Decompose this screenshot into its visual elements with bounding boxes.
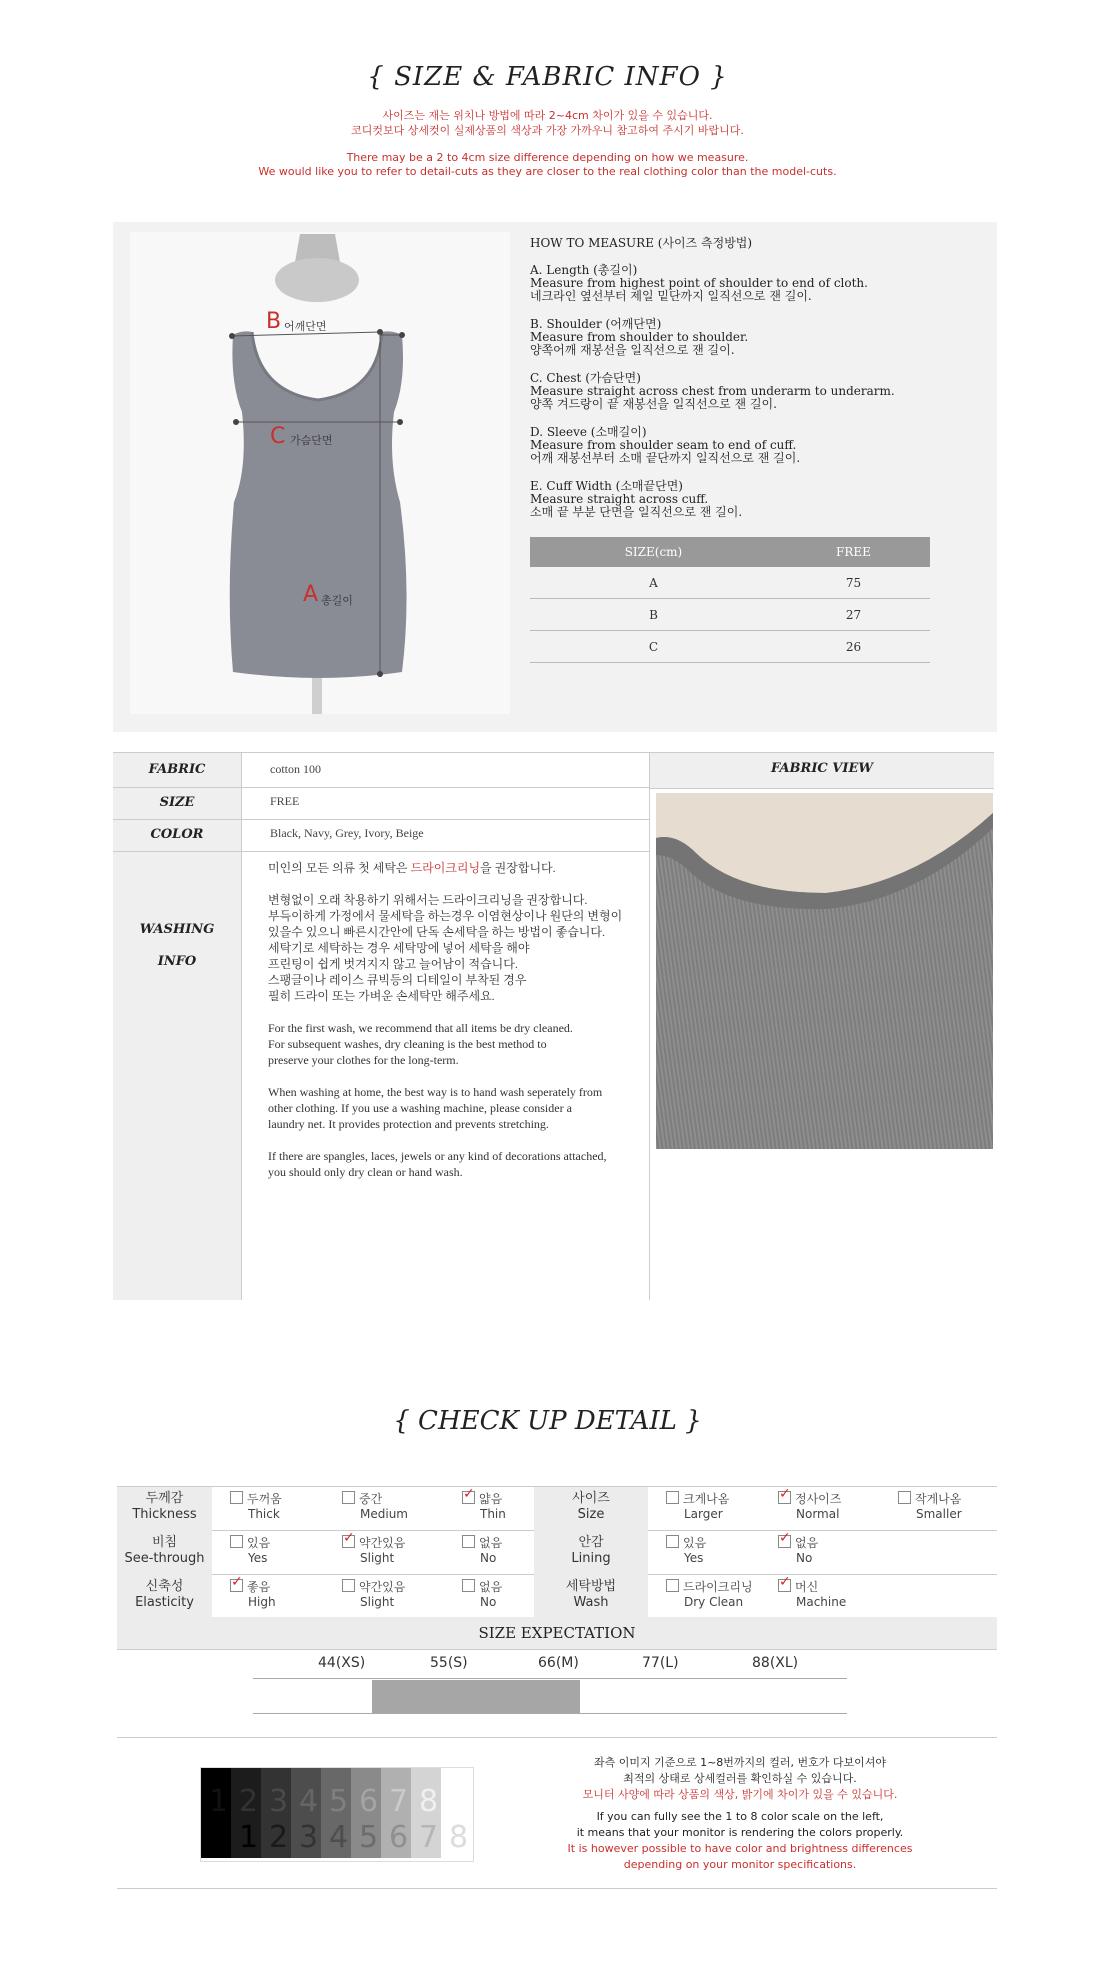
- checkbox-checked[interactable]: [342, 1535, 355, 1548]
- monitor-ko-3: 모니터 사양에 따라 상품의 색상, 밝기에 차이가 있을 수 있습니다.: [582, 1788, 898, 1801]
- monitor-en-4: depending on your monitor specifications.: [623, 1858, 857, 1871]
- measure-item-title: C. Chest (가슴단면): [530, 371, 641, 385]
- monitor-en-1: If you can fully see the 1 to 8 color scale on the left,: [596, 1810, 884, 1823]
- wash-line: 프린팅이 쉽게 벗겨지지 않고 늘어남이 적습니다.: [268, 957, 518, 971]
- measure-item-b: [530, 318, 970, 357]
- divider: [113, 787, 650, 788]
- option-en: Larger: [684, 1507, 723, 1521]
- option-lining-yes[interactable]: [666, 1535, 706, 1566]
- table-row: [530, 599, 930, 631]
- option-en: No: [796, 1551, 813, 1565]
- scale-num-top: 1: [209, 1784, 229, 1819]
- wash-line: If there are spangles, laces, jewels or any kind of decorations attached,: [268, 1149, 607, 1163]
- option-medium[interactable]: [342, 1491, 408, 1522]
- scale-num-bottom: 3: [299, 1820, 319, 1855]
- measure-item-ko: 어깨 재봉선부터 소매 끝단까지 일직선으로 잰 길이.: [530, 451, 801, 465]
- label-a-text: 총길이: [321, 594, 353, 607]
- measure-item-ko: 양쪽어깨 재봉선을 일직선으로 잰 길이.: [530, 343, 735, 357]
- label-en: Thickness: [132, 1507, 197, 1522]
- wash-line: For subsequent washes, dry cleaning is the best method to: [268, 1037, 547, 1051]
- wash-line: 변형없이 오래 착용하기 위해서는 드라이크리닝을 권장합니다.: [268, 893, 588, 907]
- scale-num-bottom: 1: [239, 1820, 259, 1855]
- garment-diagram: [130, 232, 510, 714]
- scale-num-top: 7: [389, 1784, 409, 1819]
- divider: [241, 752, 242, 1300]
- size-option: 88(XL): [752, 1655, 799, 1671]
- option-ko: 크게나옴: [683, 1492, 730, 1506]
- label-en: Size: [577, 1507, 605, 1522]
- scale-num-top: 8: [419, 1784, 439, 1819]
- option-larger[interactable]: [666, 1491, 729, 1522]
- measure-item-d: [530, 426, 970, 465]
- measure-item-en: Measure from highest point of shoulder to end of cloth.: [530, 276, 868, 290]
- size-header-size: SIZE(cm): [530, 537, 777, 567]
- label-c-text: 가슴단면: [290, 434, 333, 447]
- size-row-value: 26: [777, 631, 930, 663]
- option-thick[interactable]: [230, 1491, 282, 1522]
- measure-item-en: Measure from shoulder seam to end of cuff.: [530, 438, 797, 452]
- how-to-heading: HOW TO MEASURE (사이즈 측정방법): [530, 236, 753, 250]
- scale-num-bottom: 4: [329, 1820, 349, 1855]
- option-ko: 작게나옴: [915, 1492, 962, 1506]
- option-ko: 얇음: [479, 1492, 503, 1506]
- option-ko: 두꺼움: [247, 1492, 282, 1506]
- monitor-ko-2: 최적의 상태로 상세컬러를 확인하실 수 있습니다.: [623, 1772, 857, 1785]
- option-dry-clean[interactable]: [666, 1579, 753, 1610]
- option-ko: 드라이크리닝: [683, 1580, 753, 1594]
- scale-num-top: 4: [299, 1784, 319, 1819]
- option-see-no[interactable]: [462, 1535, 502, 1566]
- wash-line: you should only dry clean or hand wash.: [268, 1165, 463, 1179]
- option-smaller[interactable]: [898, 1491, 962, 1522]
- measure-item-ko: 소매 끝 부분 단면을 일직선으로 잰 길이.: [530, 505, 743, 519]
- checkbox[interactable]: [342, 1491, 355, 1504]
- wash-paragraph-5: [268, 1148, 643, 1180]
- fabric-texture: [656, 793, 993, 1149]
- label-en: Lining: [571, 1551, 611, 1566]
- divider: [650, 788, 994, 789]
- wash-line: other clothing. If you use a washing machine, please consider a: [268, 1101, 572, 1115]
- option-en: Thin: [480, 1507, 506, 1521]
- fabric-view-label: FABRIC VIEW: [771, 761, 873, 776]
- wash-highlight: 드라이크리닝: [410, 861, 481, 875]
- measure-item-c: [530, 372, 970, 411]
- option-normal[interactable]: [778, 1491, 841, 1522]
- measure-item-title: B. Shoulder (어깨단면): [530, 317, 662, 331]
- size-label: SIZE: [113, 795, 241, 810]
- option-en: Yes: [684, 1551, 704, 1565]
- measure-item-ko: 네크라인 옆선부터 제일 밑단까지 일직선으로 잰 길이.: [530, 289, 812, 303]
- monitor-en-3: It is however possible to have color and brightness differences: [567, 1842, 913, 1855]
- label-b: B: [266, 309, 282, 334]
- option-ko: 머신: [795, 1580, 819, 1594]
- divider: [117, 1737, 997, 1738]
- option-ko: 없음: [479, 1536, 503, 1550]
- divider: [649, 752, 650, 1300]
- wash-line: 세탁기로 세탁하는 경우 세탁망에 넣어 세탁을 해야: [268, 941, 530, 955]
- checkbox-checked[interactable]: [230, 1579, 243, 1592]
- divider: [113, 752, 994, 753]
- wash-method-label: [534, 1579, 648, 1611]
- wash-paragraph-1: [268, 860, 643, 876]
- wash-line: When washing at home, the best way is to hand wash seperately from: [268, 1085, 603, 1099]
- option-see-slight[interactable]: [342, 1535, 405, 1566]
- size-track-bottom: [253, 1713, 847, 1714]
- size-row-value: 27: [777, 599, 930, 631]
- label-en: See-through: [124, 1551, 205, 1566]
- size-row-label: B: [530, 599, 777, 631]
- measure-item-en: Measure straight across cuff.: [530, 492, 709, 506]
- label-ko: 두께감: [145, 1491, 184, 1506]
- size-option: 66(M): [538, 1655, 579, 1671]
- size-row-label: A: [530, 567, 777, 599]
- page-title: { SIZE & FABRIC INFO }: [367, 62, 728, 92]
- size-row-value: 75: [777, 567, 930, 599]
- option-en: No: [480, 1551, 497, 1565]
- table-row: [530, 567, 930, 599]
- notice-en-1: There may be a 2 to 4cm size difference depending on how we measure.: [346, 151, 749, 164]
- option-en: Slight: [360, 1551, 395, 1565]
- checkbox[interactable]: [462, 1579, 475, 1592]
- size-value: FREE: [270, 794, 300, 808]
- table-row: [530, 631, 930, 663]
- option-ko: 없음: [795, 1536, 819, 1550]
- wash-text: 미인의 모든 의류 첫 세탁은: [268, 861, 411, 875]
- divider: [117, 1888, 997, 1889]
- size-header-free: FREE: [777, 537, 930, 567]
- checkbox[interactable]: [666, 1579, 679, 1592]
- option-elastic-no[interactable]: [462, 1579, 502, 1610]
- option-ko: 약간있음: [359, 1580, 406, 1594]
- option-en: Dry Clean: [684, 1595, 744, 1609]
- lining-label: [534, 1535, 648, 1567]
- wash-paragraph-4: [268, 1084, 643, 1132]
- scale-num-top: 5: [329, 1784, 349, 1819]
- option-en: Slight: [360, 1595, 395, 1609]
- scale-num-bottom: 2: [269, 1820, 289, 1855]
- option-en: No: [480, 1595, 497, 1609]
- size-track-top: [253, 1678, 847, 1679]
- size-expectation-label: SIZE EXPECTATION: [117, 1617, 997, 1649]
- checkbox[interactable]: [666, 1491, 679, 1504]
- option-ko: 있음: [247, 1536, 271, 1550]
- tank-dress-illustration: [130, 232, 510, 714]
- checkbox-checked[interactable]: [778, 1579, 791, 1592]
- option-ko: 없음: [479, 1580, 503, 1594]
- measure-item-ko: 양쪽 겨드랑이 끝 재봉선을 일직선으로 잰 길이.: [530, 397, 777, 411]
- wash-line: For the first wash, we recommend that all items be dry cleaned.: [268, 1021, 573, 1035]
- fabric-value: cotton 100: [270, 762, 321, 776]
- size-option: 77(L): [642, 1655, 679, 1671]
- label-ko: 안감: [578, 1535, 604, 1550]
- color-label: COLOR: [113, 827, 241, 842]
- measure-item-a: [530, 264, 970, 303]
- gray-scale-chart: [200, 1767, 474, 1862]
- thickness-label: [117, 1491, 212, 1523]
- monitor-ko-1: 좌측 이미지 기준으로 1~8번까지의 컬러, 번호가 다보이셔야: [593, 1756, 887, 1769]
- see-through-label: [117, 1535, 212, 1567]
- monitor-notice: [560, 1755, 920, 1873]
- size-range-fill: [372, 1680, 580, 1713]
- checkbox-checked[interactable]: [778, 1535, 791, 1548]
- divider: [113, 851, 650, 852]
- checkbox[interactable]: [898, 1491, 911, 1504]
- wash-text: 을 권장합니다.: [480, 861, 556, 875]
- divider: [113, 819, 650, 820]
- wash-line: 있을수 있으니 빠른시간안에 단독 손세탁을 하는 방법이 좋습니다.: [268, 925, 605, 939]
- scale-num-bottom: 8: [449, 1820, 469, 1855]
- scale-num-top: 2: [239, 1784, 259, 1819]
- wash-line: preserve your clothes for the long-term.: [268, 1053, 459, 1067]
- option-en: Yes: [248, 1551, 268, 1565]
- notice-ko-1: 사이즈는 재는 위치나 방법에 따라 2~4cm 차이가 있을 수 있습니다.: [382, 109, 713, 122]
- size-table-header: [530, 537, 930, 567]
- size-option: 44(XS): [318, 1655, 366, 1671]
- option-ko: 있음: [683, 1536, 707, 1550]
- washing-label-1: WASHING: [113, 922, 241, 937]
- checkbox[interactable]: [666, 1535, 679, 1548]
- size-fit-label: [534, 1491, 648, 1523]
- wash-line: laundry net. It provides protection and prevents stretching.: [268, 1117, 549, 1131]
- option-elastic-high[interactable]: [230, 1579, 276, 1610]
- fabric-label: FABRIC: [113, 762, 241, 777]
- option-elastic-slight[interactable]: [342, 1579, 405, 1610]
- option-en: Thick: [248, 1507, 280, 1521]
- size-table: [530, 537, 930, 663]
- label-c: C: [270, 424, 286, 449]
- how-to-measure: [530, 237, 970, 519]
- option-ko: 좋음: [247, 1580, 271, 1594]
- scale-num-bottom: 6: [389, 1820, 409, 1855]
- checkbox[interactable]: [230, 1535, 243, 1548]
- option-ko: 약간있음: [359, 1536, 406, 1550]
- scale-num-top: 3: [269, 1784, 289, 1819]
- notice-en-2: We would like you to refer to detail-cuts as they are closer to the real clothing color than the model-cuts.: [258, 165, 837, 178]
- measure-item-e: [530, 480, 970, 519]
- label-a: A: [303, 582, 319, 607]
- option-ko: 정사이즈: [795, 1492, 842, 1506]
- option-en: Medium: [360, 1507, 408, 1521]
- monitor-en-2: it means that your monitor is rendering the colors properly.: [576, 1826, 904, 1839]
- scale-num-bottom: 7: [419, 1820, 439, 1855]
- label-ko: 신축성: [145, 1579, 184, 1594]
- option-en: Normal: [796, 1507, 840, 1521]
- washing-info-text: [268, 860, 643, 1180]
- color-value: Black, Navy, Grey, Ivory, Beige: [270, 826, 424, 840]
- measure-item-title: E. Cuff Width (소매끝단면): [530, 479, 683, 493]
- checkbox[interactable]: [230, 1491, 243, 1504]
- wash-paragraph-2: [268, 892, 643, 1004]
- wash-line: 부득이하게 가정에서 물세탁을 하는경우 이염현상이나 원단의 변형이: [268, 909, 623, 923]
- measure-item-title: A. Length (총길이): [530, 263, 638, 277]
- measure-item-en: Measure from shoulder to shoulder.: [530, 330, 749, 344]
- wash-paragraph-3: [268, 1020, 643, 1068]
- option-ko: 중간: [359, 1492, 383, 1506]
- fabric-view-image: [656, 793, 993, 1149]
- option-en: High: [248, 1595, 276, 1609]
- option-en: Smaller: [916, 1507, 962, 1521]
- notice-ko-2: 코디컷보다 상세컷이 실제상품의 색상과 가장 가까우니 참고하여 주시기 바랍니다.: [351, 124, 744, 137]
- check-up-title: { CHECK UP DETAIL }: [393, 1406, 702, 1436]
- size-row-label: C: [530, 631, 777, 663]
- label-ko: 세탁방법: [565, 1579, 617, 1594]
- option-thin[interactable]: [462, 1491, 506, 1522]
- option-see-yes[interactable]: [230, 1535, 270, 1566]
- option-lining-no[interactable]: [778, 1535, 818, 1566]
- checkbox-checked[interactable]: [462, 1491, 475, 1504]
- measure-item-en: Measure straight across chest from underarm to underarm.: [530, 384, 895, 398]
- label-b-text: 어깨단면: [284, 320, 327, 333]
- divider: [117, 1649, 997, 1650]
- wash-line: 스팽글이나 레이스 큐빅등의 디테일이 부착된 경우: [268, 973, 527, 987]
- option-machine[interactable]: [778, 1579, 846, 1610]
- washing-label-2: INFO: [113, 954, 241, 969]
- size-option: 55(S): [430, 1655, 468, 1671]
- elasticity-label: [117, 1579, 212, 1611]
- checkbox[interactable]: [462, 1535, 475, 1548]
- label-ko: 사이즈: [572, 1491, 610, 1506]
- wash-line: 필히 드라이 또는 가벼운 손세탁만 해주세요.: [268, 989, 495, 1003]
- scale-num-bottom: 5: [359, 1820, 379, 1855]
- option-en: Machine: [796, 1595, 847, 1609]
- label-en: Wash: [573, 1595, 609, 1610]
- measure-item-title: D. Sleeve (소매길이): [530, 425, 647, 439]
- label-en: Elasticity: [135, 1595, 194, 1610]
- scale-num-top: 6: [359, 1784, 379, 1819]
- checkbox[interactable]: [342, 1579, 355, 1592]
- label-ko: 비침: [151, 1535, 178, 1550]
- checkbox-checked[interactable]: [778, 1491, 791, 1504]
